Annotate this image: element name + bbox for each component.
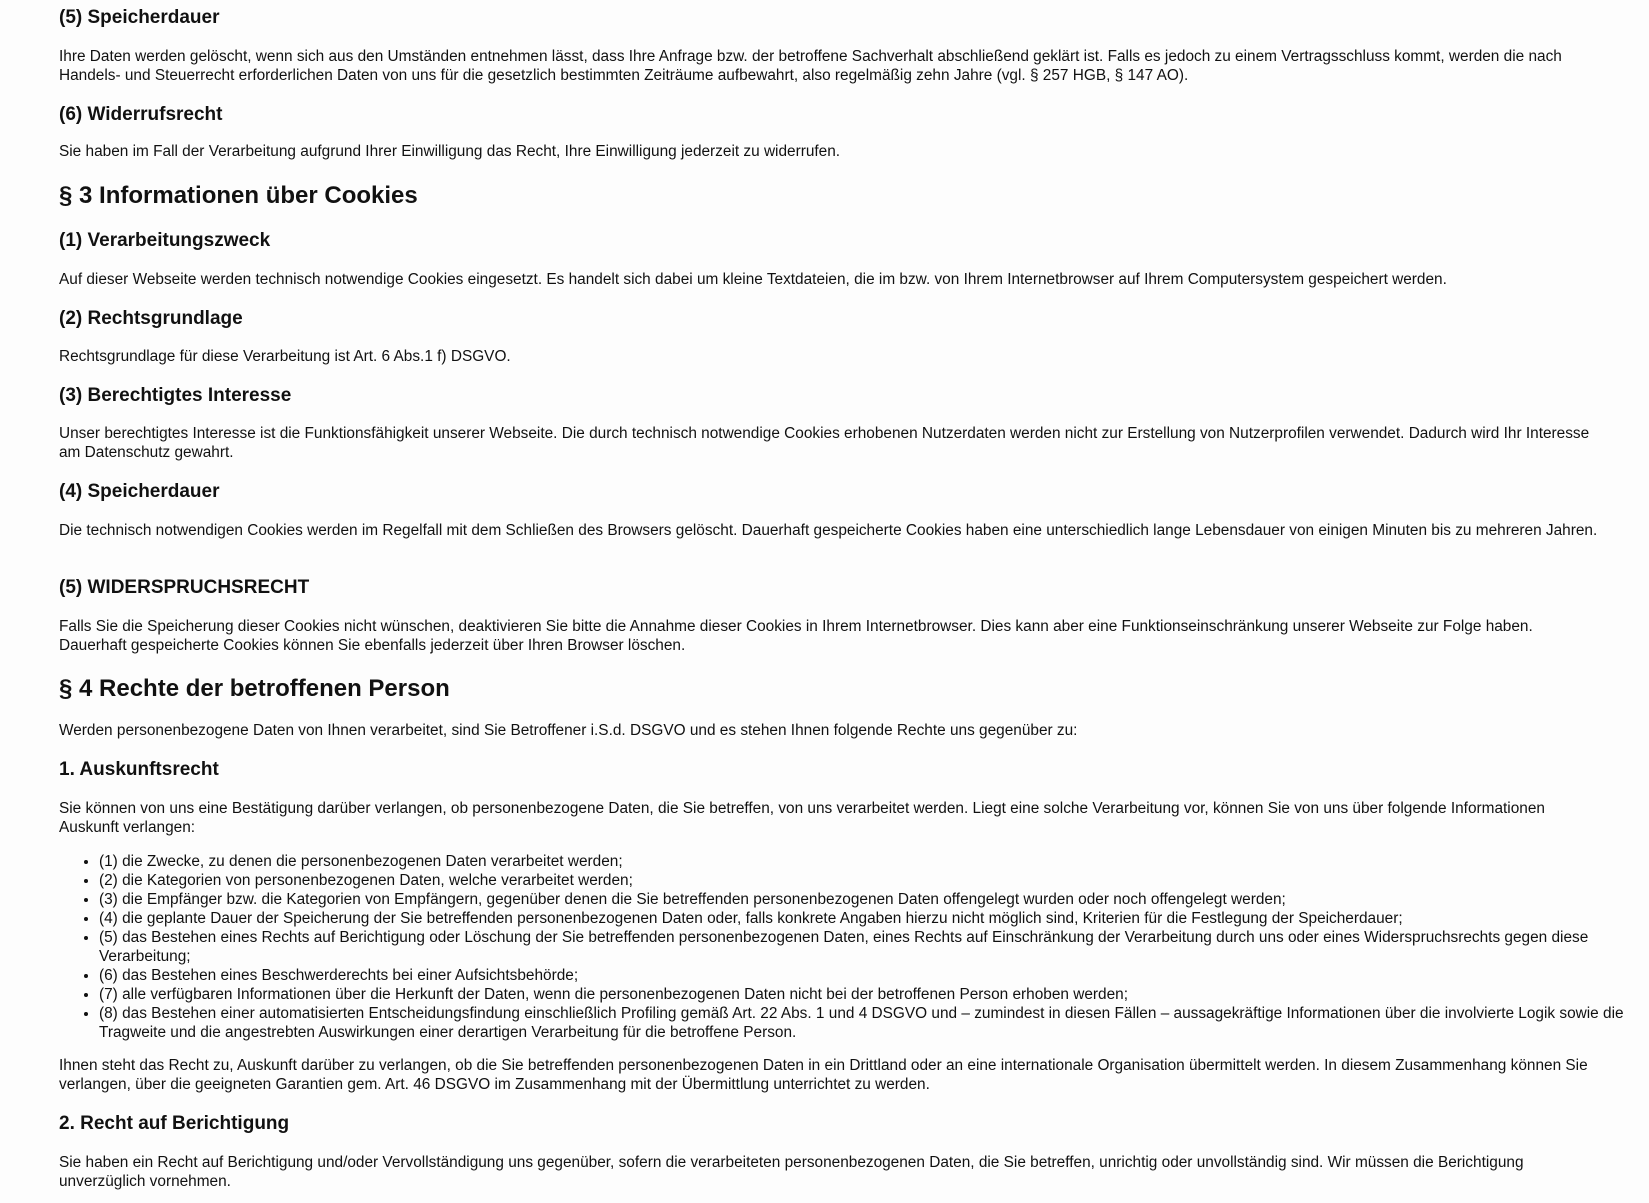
list-item: • (2) die Kategorien von personenbezogenen Daten, welche verarbeitet werden; <box>99 871 1639 890</box>
auskunft-list <box>59 852 1639 1042</box>
heading-s2-speicherdauer: (5) Speicherdauer <box>59 7 220 28</box>
list-item: • (8) das Bestehen einer automatisierten Entscheidungsfindung einschließlich Profiling gemäß Art. 22 Abs. 1 und 4 DSGVO und – zumindest in diesen Fällen – aussagekräftige Informationen über die involvierte Logik sowie die Tragweite und die angestrebten Auswirkungen einer derartigen Verarbeitung für die betroffene Person. <box>99 1004 1639 1042</box>
list-item: • (6) das Bestehen eines Beschwerderechts bei einer Aufsichtsbehörde; <box>99 966 1639 985</box>
text-s2-widerrufsrecht: Sie haben im Fall der Verarbeitung aufgrund Ihrer Einwilligung das Recht, Ihre Einwilligung jederzeit zu widerrufen. <box>59 143 841 160</box>
text-s3-verarbeitungszweck: Auf dieser Webseite werden technisch notwendige Cookies eingesetzt. Es handelt sich dabei um kleine Textdateien, die im bzw. von Ihrem Internetbrowser auf Ihrem Computersystem gespeichert werden. <box>59 271 1447 288</box>
text-s4-intro: Werden personenbezogene Daten von Ihnen verarbeitet, sind Sie Betroffener i.S.d. DSGVO und es stehen Ihnen folgende Rechte uns gegenüber zu: <box>59 722 1078 739</box>
list-item: • (3) die Empfänger bzw. die Kategorien von Empfängern, gegenüber denen die Sie betreffenden personenbezogenen Daten offengelegt wurden oder noch offengelegt werden; <box>99 890 1639 909</box>
heading-s2-widerrufsrecht: (6) Widerrufsrecht <box>59 104 223 125</box>
text-s4-drittland: Ihnen steht das Recht zu, Auskunft darüber zu verlangen, ob die Sie betreffenden personenbezogenen Daten in ein Drittland oder an eine internationale Organisation übermittelt werden. In diesem Zusammenhang können Sie verlangen, über die geeigneten Garantien gem. Art. 46 DSGVO im Zusammenhang mit der Übermittlung unterrichtet zu werden. <box>59 1057 1588 1093</box>
text-s4-auskunftsrecht: Sie können von uns eine Bestätigung darüber verlangen, ob personenbezogene Daten, die Sie betreffen, von uns verarbeitet werden. Liegt eine solche Verarbeitung vor, können Sie von uns über folgende Informationen Auskunft verlangen: <box>59 800 1545 836</box>
heading-s3-rechtsgrundlage: (2) Rechtsgrundlage <box>59 308 243 329</box>
list-item: • (7) alle verfügbaren Informationen über die Herkunft der Daten, wenn die personenbezogenen Daten nicht bei der betroffenen Person erhoben werden; <box>99 985 1639 1004</box>
section-title-rechte: § 4 Rechte der betroffenen Person <box>59 675 450 702</box>
list-item: • (1) die Zwecke, zu denen die personenbezogenen Daten verarbeitet werden; <box>99 852 1639 871</box>
list-item: • (4) die geplante Dauer der Speicherung der Sie betreffenden personenbezogenen Daten oder, falls konkrete Angaben hierzu nicht möglich sind, Kriterien für die Festlegung der Speicherdauer; <box>99 909 1639 928</box>
heading-s3-berechtigtes-interesse: (3) Berechtigtes Interesse <box>59 385 292 406</box>
text-s3-berechtigtes-interesse: Unser berechtigtes Interesse ist die Funktionsfähigkeit unserer Webseite. Die durch technisch notwendige Cookies erhobenen Nutzerdaten werden nicht zur Erstellung von Nutzerprofilen verwendet. Dadurch wird Ihr Interesse am Datenschutz gewahrt. <box>59 425 1590 461</box>
text-s3-widerspruchsrecht: Falls Sie die Speicherung dieser Cookies nicht wünschen, deaktivieren Sie bitte die Annahme dieser Cookies in Ihrem Internetbrowser. Dies kann aber eine Funktionseinschränkung unserer Webseite zur Folge haben. Dauerhaft gespeicherte Cookies können Sie ebenfalls jederzeit über Ihren Browser löschen. <box>59 618 1533 654</box>
heading-s3-verarbeitungszweck: (1) Verarbeitungszweck <box>59 230 271 251</box>
heading-s4-berichtigung: 2. Recht auf Berichtigung <box>59 1113 290 1134</box>
text-s4-berichtigung: Sie haben ein Recht auf Berichtigung und/oder Vervollständigung uns gegenüber, sofern die verarbeiteten personenbezogenen Daten, die Sie betreffen, unrichtig oder unvollständig sind. Wir müssen die Berichtigung unverzüglich vornehmen. <box>59 1154 1524 1190</box>
text-s2-speicherdauer: Ihre Daten werden gelöscht, wenn sich aus den Umständen entnehmen lässt, dass Ihre Anfrage bzw. der betroffene Sachverhalt abschließend geklärt ist. Falls es jedoch zu einem Vertragsschluss kommt, werden die nach Handels- und Steuerrecht erforderlichen Daten von uns für die gesetzlich bestimmten Zeiträume aufbewahrt, also regelmäßig zehn Jahre (vgl. § 257 HGB, § 147 AO). <box>59 48 1562 84</box>
text-s3-rechtsgrundlage: Rechtsgrundlage für diese Verarbeitung ist Art. 6 Abs.1 f) DSGVO. <box>59 348 511 365</box>
list-item: • (5) das Bestehen eines Rechts auf Berichtigung oder Löschung der Sie betreffenden personenbezogenen Daten, eines Rechts auf Einschränkung der Verarbeitung durch uns oder eines Widerspruchsrechts gegen diese Verarbeitung; <box>99 928 1639 966</box>
text-s3-speicherdauer: Die technisch notwendigen Cookies werden im Regelfall mit dem Schließen des Browsers gelöscht. Dauerhaft gespeicherte Cookies haben eine unterschiedlich lange Lebensdauer von einigen Minuten bis zu mehreren Jahren. <box>59 522 1598 539</box>
heading-s3-widerspruchsrecht: (5) WIDERSPRUCHSRECHT <box>59 577 310 598</box>
heading-s3-speicherdauer: (4) Speicherdauer <box>59 481 220 502</box>
heading-s4-auskunftsrecht: 1. Auskunftsrecht <box>59 759 219 780</box>
section-title-cookies: § 3 Informationen über Cookies <box>59 182 418 209</box>
